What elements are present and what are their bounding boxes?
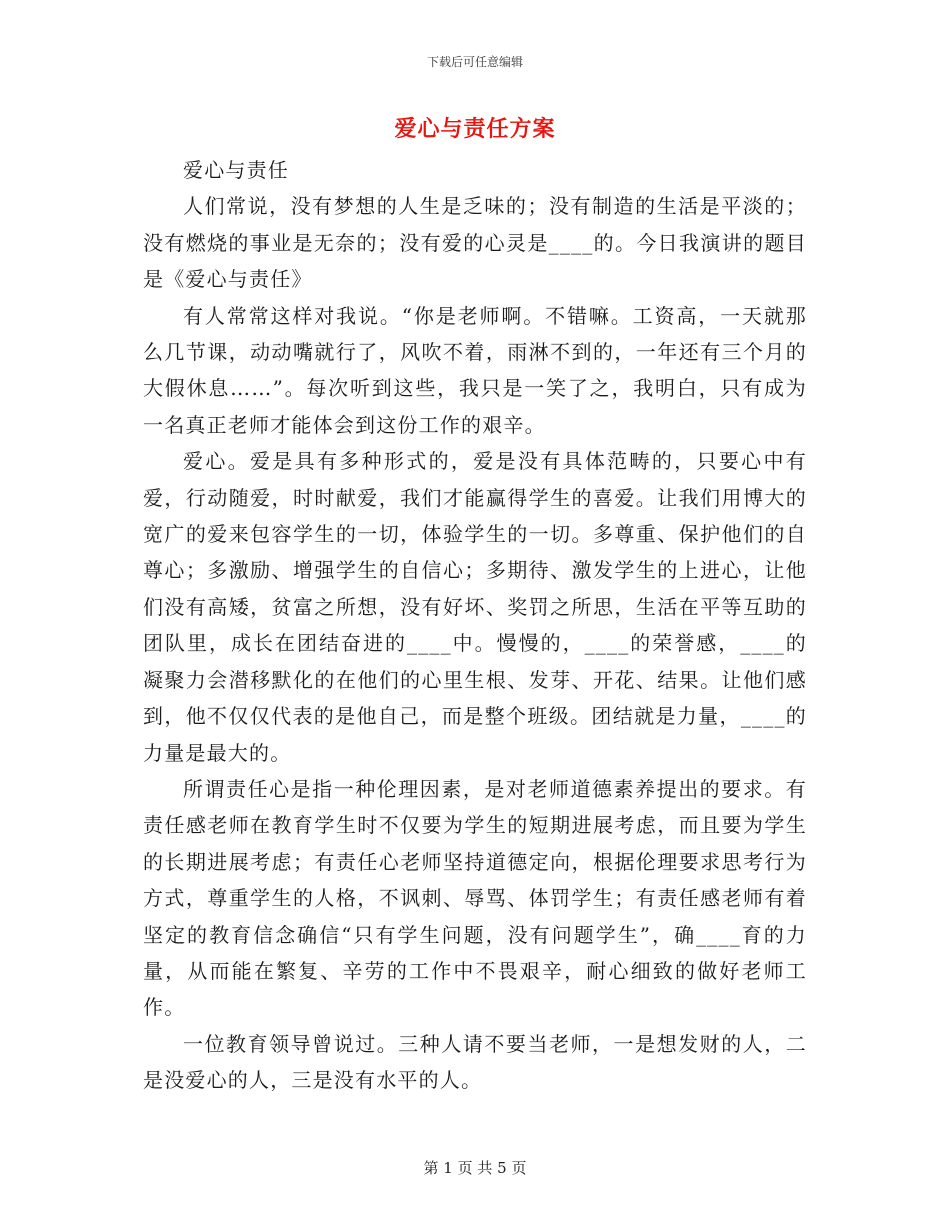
document-body (143, 152, 807, 1099)
page-number: 第 1 页 共 5 页 (423, 1159, 527, 1177)
paragraph-responsibility: 所谓责任心是指一种伦理因素，是对老师道德素养提出的要求。有责任感老师在教育学生时不仅要为学生的短期进展考虑，而且要为学生的长期进展考虑；有责任心老师坚持道德定向，根据伦理要求思考行为方式，尊重学生的人格，不讽刺、辱骂、体罚学生；有责任感老师有着坚定的教育信念确信“只有学生问题，没有问题学生”，确____育的力量，从而能在繁复、辛劳的工作中不畏艰辛，耐心细致的做好老师工作。 (143, 776, 807, 1020)
page-header-note: 下载后可任意编辑 (426, 55, 523, 69)
paragraph-others-say: 有人常常这样对我说。“你是老师啊。不错嘛。工资高，一天就那么几节课，动动嘴就行了，风吹不着，雨淋不到的，一年还有三个月的大假休息……”。每次听到这些，我只是一笑了之，我明白，只有成为一名真正老师才能体会到这份工作的艰辛。 (143, 303, 807, 437)
paragraph-subtitle: 爱心与责任 (183, 158, 289, 182)
paragraph-love: 爱心。爱是具有多种形式的，爱是没有具体范畴的，只要心中有爱，行动随爱，时时献爱，我们才能赢得学生的喜爱。让我们用博大的宽广的爱来包容学生的一切，体验学生的一切。多尊重、保护他们的自尊心；多激励、增强学生的自信心；多期待、激发学生的上进心，让他们没有高矮，贫富之所想，没有好坏、奖罚之所思，生活在平等互助的团队里，成长在团结奋进的____中。慢慢的，____的荣誉感，____的凝聚力会潜移默化的在他们的心里生根、发芽、开花、结果。让他们感到，他不仅仅代表的是他自己，而是整个班级。团结就是力量，____的力量是最大的。 (143, 449, 807, 765)
paragraph-leader-quote: 一位教育领导曾说过。三种人请不要当老师，一是想发财的人，二是没爱心的人，三是没有水平的人。 (143, 1031, 807, 1093)
paragraph-intro: 人们常说，没有梦想的人生是乏味的；没有制造的生活是平淡的；没有燃烧的事业是无奈的；没有爱的心灵是____的。今日我演讲的题目是《爱心与责任》 (143, 194, 807, 292)
document-title: 爱心与责任方案 (394, 116, 556, 142)
